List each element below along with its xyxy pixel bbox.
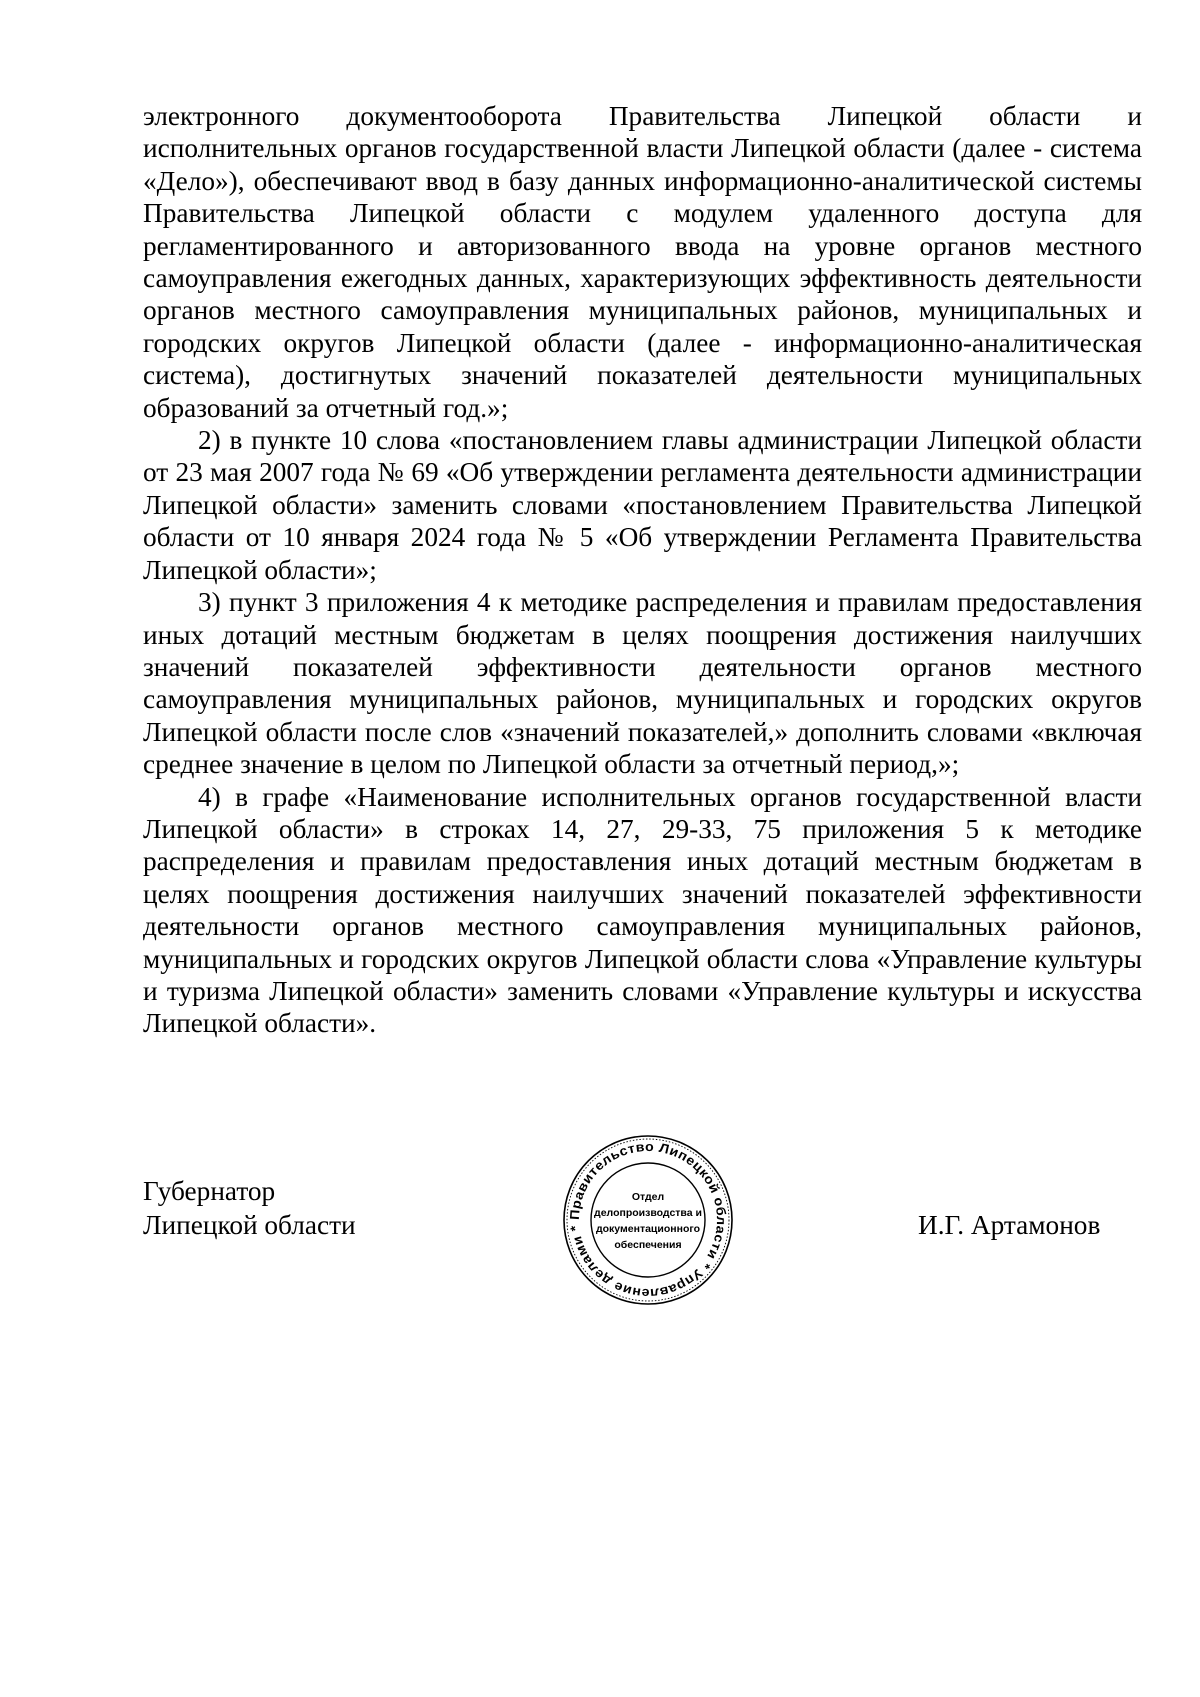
paragraph-item-3: 3) пункт 3 приложения 4 к методике распределения и правилам предоставления иных дотаций местным бюджетам в целях поощрения достижения наилучших значений показателей эффективности деятельности органов местного самоуправления муниципальных районов, муниципальных и городских округов Липецкой области после слов «значений показателей,» дополнить словами «включая среднее значение в целом по Липецкой области за отчетный период,»; (143, 587, 1142, 780)
paragraph-item-4: 4) в графе «Наименование исполнительных органов государственной власти Липецкой области» в строках 14, 27, 29-33, 75 приложения 5 к методике распределения и правилам предоставления иных дотаций местным бюджетам в целях поощрения достижения наилучших значений показателей эффективности деятельности органов местного самоуправления муниципальных районов, муниципальных и городских округов Липецкой области слова «Управление культуры и туризма Липецкой области» заменить словами «Управление культуры и искусства Липецкой области». (143, 781, 1142, 1039)
signatory-position-line1: Губернатор (143, 1176, 276, 1206)
document-body (143, 100, 1142, 1040)
stamp-ring-text: Правительство Липецкой области * Управление делами * (566, 1138, 730, 1302)
stamp-center-line-3: документационного (595, 1223, 701, 1235)
stamp-center-line-1: Отдел (631, 1191, 665, 1203)
official-stamp (562, 1134, 734, 1306)
signatory-position-line2: Липецкой области (143, 1210, 356, 1240)
stamp-center-line-2: делопроизводства и (594, 1207, 702, 1219)
paragraph-continuation: электронного документооборота Правительства Липецкой области и исполнительных органов государственной власти Липецкой области (далее - система «Дело»), обеспечивают ввод в базу данных информационно-аналитической системы Правительства Липецкой области с модулем удаленного доступа для регламентированного и авторизованного ввода на уровне органов местного самоуправления ежегодных данных, характеризующих эффективность деятельности органов местного самоуправления муниципальных районов, муниципальных и городских округов Липецкой области (далее - информационно-аналитическая система), достигнутых значений показателей деятельности муниципальных образований за отчетный год.»; (143, 101, 1142, 423)
stamp-seal-icon (562, 1134, 734, 1306)
signatory-name: И.Г. Артамонов (918, 1210, 1101, 1240)
stamp-center-line-4: обеспечения (614, 1239, 682, 1251)
signatory-position (143, 1174, 356, 1242)
paragraph-item-2: 2) в пункте 10 слова «постановлением главы администрации Липецкой области от 23 мая 2007 года № 69 «Об утверждении регламента деятельности администрации Липецкой области» заменить словами «постановлением Правительства Липецкой области от 10 января 2024 года № 5 «Об утверждении Регламента Правительства Липецкой области»; (143, 425, 1142, 585)
